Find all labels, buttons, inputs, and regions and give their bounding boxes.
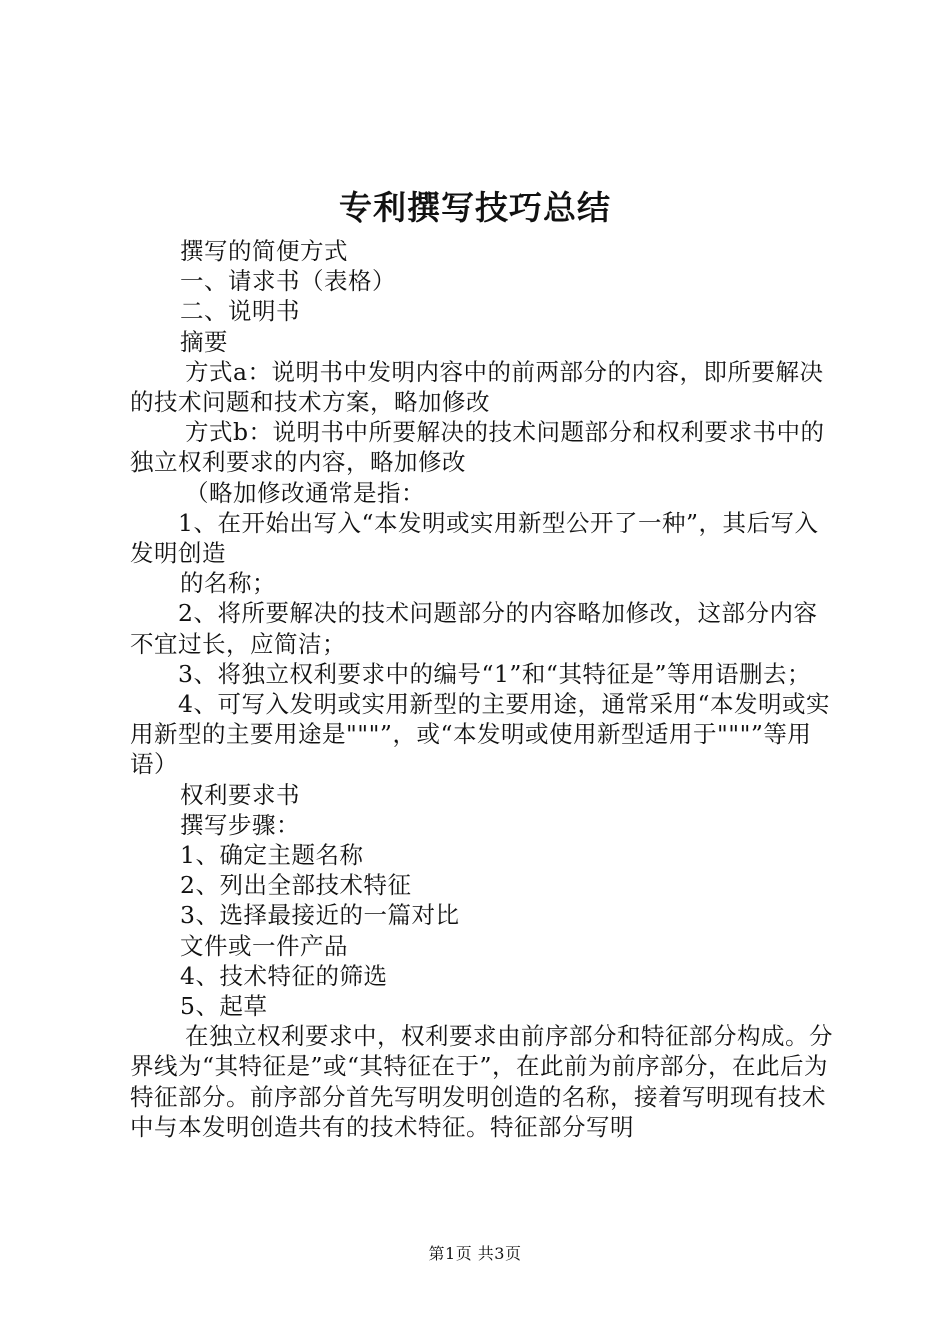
list-item: 文件或一件产品	[180, 931, 348, 960]
paragraph-text: 的名称；	[180, 569, 276, 598]
paragraph-text: （略加修改通常是指：	[185, 478, 425, 507]
document-title: 专利撰写技巧总结	[339, 188, 611, 227]
list-item: 4、技术特征的筛选	[180, 961, 388, 990]
paragraph-heading: 摘要	[180, 327, 228, 356]
paragraph-text: 1、在开始出写入“本发明或实用新型公开了一种”，其后写入发明创造	[130, 508, 819, 568]
paragraph-text: 撰写步骤：	[180, 810, 300, 839]
paragraph-section: 二、说明书	[180, 297, 300, 326]
list-item: 5、起草	[180, 992, 268, 1021]
paragraph-text: 4、可写入发明或实用新型的主要用途，通常采用“本发明或实用新型的主要用途是"""”，或“本发明或使用新型适用于"""”等用语）	[130, 690, 830, 779]
paragraph-text: 方式a：说明书中发明内容中的前两部分的内容，即所要解决的技术问题和技术方案，略加修改	[130, 357, 824, 417]
paragraph-heading: 权利要求书	[180, 780, 300, 809]
page-footer: 第1页 共3页	[428, 1244, 522, 1263]
paragraph-text: 3、将独立权利要求中的编号“1”和“其特征是”等用语删去；	[178, 659, 811, 688]
paragraph-text: 2、将所要解决的技术问题部分的内容略加修改，这部分内容不宜过长，应简洁；	[130, 599, 818, 658]
list-item: 2、列出全部技术特征	[180, 871, 412, 900]
paragraph-text: 方式b：说明书中所要解决的技术问题部分和权利要求书中的独立权利要求的内容，略加修改	[130, 418, 825, 477]
paragraph-heading: 撰写的简便方式	[180, 237, 348, 265]
paragraph-section: 一、请求书（表格）	[180, 267, 396, 296]
paragraph-text: 在独立权利要求中，权利要求由前序部分和特征部分构成。分界线为“其特征是”或“其特征在于”，在此前为前序部分，在此后为特征部分。前序部分首先写明发明创造的名称，接着写明现有技术中与本发明创造共有的技术特征。特征部分写明	[130, 1022, 833, 1141]
list-item: 1、确定主题名称	[180, 841, 364, 870]
document-body	[130, 236, 840, 1142]
list-item: 3、选择最接近的一篇对比	[180, 901, 460, 930]
